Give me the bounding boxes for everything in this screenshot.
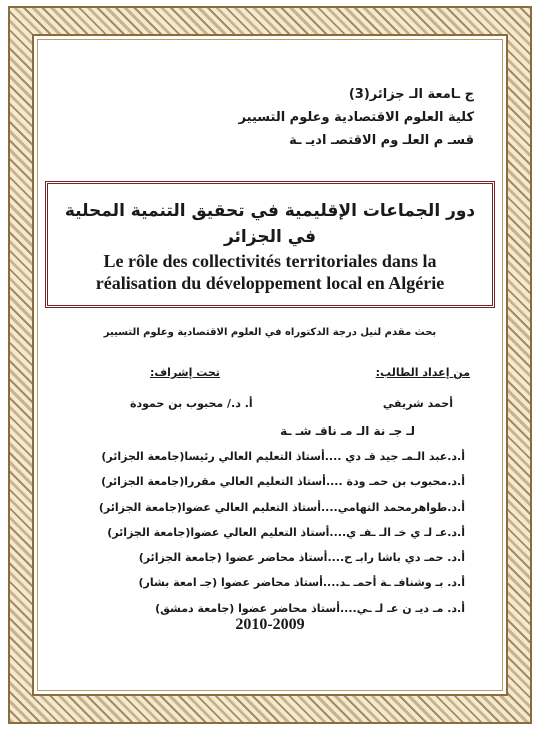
department-name: قسـ م العلـ وم الاقتصـ اديـ ـة — [289, 133, 474, 148]
thesis-title-arabic: دور الجماعات الإقليمية في تحقيق التنمية المحلية في الجزائر — [64, 201, 476, 247]
committee-member: أ.د. مـ ديـ ن عـ لـ ـي....أستاذ محاضر عضوا (جامعة دمشق) — [155, 601, 465, 615]
thesis-title-french-line2: réalisation du développement local en Algérie — [95, 273, 445, 293]
committee-member: أ.د.عـ لـ ي خـ الـ ـفـ ي....أستاذ التعليم العالي عضوا(جامعة الجزائر) — [107, 525, 465, 539]
university-name: ج ـامعة الـ جزائر(3) — [348, 87, 474, 102]
committee-member: أ.د. حمـ دي باشا رابـ ح....أستاذ محاضر عضوا (جامعة الجزائر) — [138, 551, 465, 565]
committee-title: لـ جـ نة الـ مـ ناقـ شـ ـة — [280, 424, 415, 438]
supervisor-name: أ. د./ محبوب بن حمودة — [130, 397, 253, 410]
thesis-title-box — [45, 181, 495, 308]
committee-member: أ.د.عبد الـمـ جيد قـ دي ....أستاذ التعليم العالي رئيسا(جامعة الجزائر) — [101, 450, 465, 463]
committee-member: أ.د. بـ وشنافـ ـة أحمـ ـد....أستاذ محاضر عضوا (جـ امعة بشار) — [138, 576, 465, 590]
institution-header — [174, 83, 474, 152]
thesis-title-french-line1: Le rôle des collectivités territoriales dans la — [103, 251, 437, 271]
student-name: أحمد شريفي — [382, 397, 453, 410]
supervisor-label: تحت إشراف: — [150, 366, 220, 379]
committee-member: أ.د.محبوب بن حمـ ودة ....أستاذ التعليم العالي مقررا(جامعة الجزائر) — [101, 475, 465, 489]
student-label: من إعداد الطالب: — [375, 366, 470, 379]
faculty-name: كلية العلوم الاقتصادية وعلوم التسيير — [238, 110, 474, 125]
committee-member: أ.د.طواهرمحمد التهامي....أستاذ التعليم العالي عضوا(جامعة الجزائر) — [98, 500, 465, 514]
degree-statement: بحث مقدم لنيل درجة الدكتوراه في العلوم الاقتصادية وعلوم التسيير — [103, 327, 437, 338]
committee-members — [98, 444, 465, 621]
academic-year: 2010-2009 — [235, 616, 305, 633]
